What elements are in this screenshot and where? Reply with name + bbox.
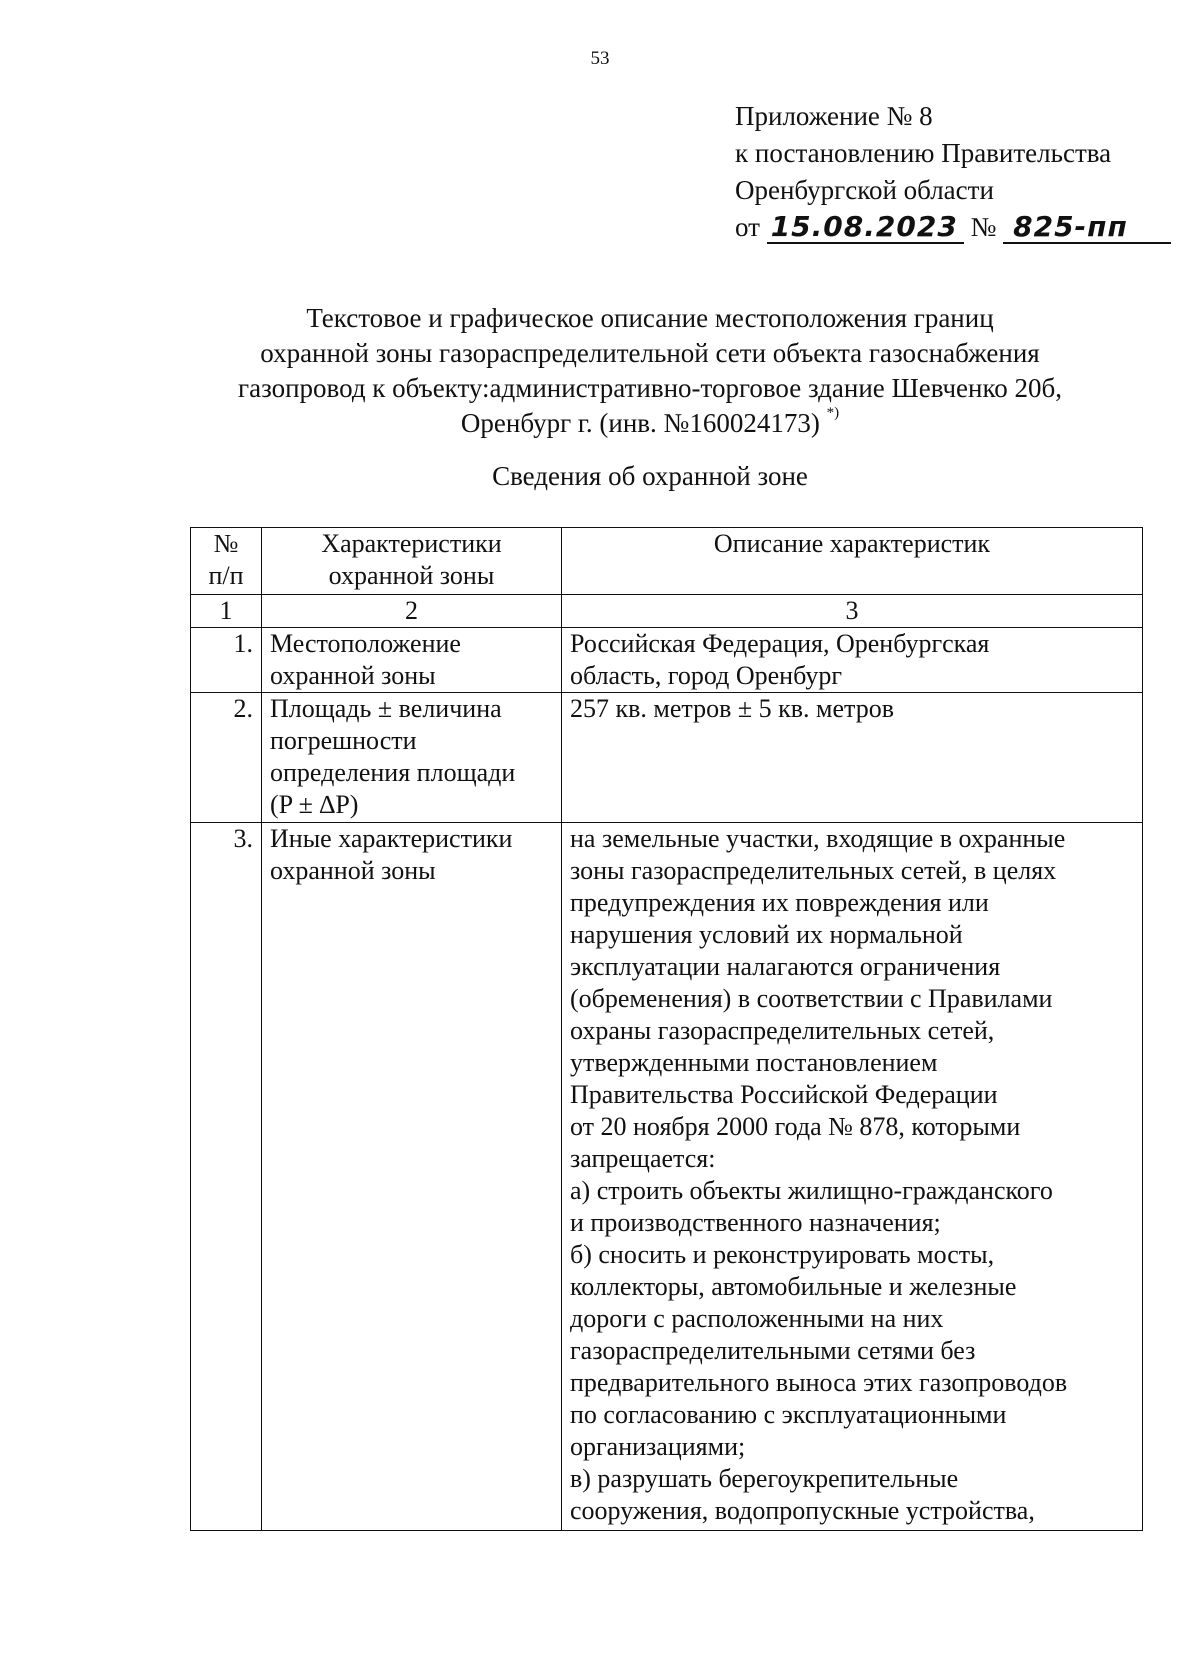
index-cell: 2 [262,595,562,628]
text-line: газораспределительными сетями без [570,1336,976,1365]
footnote-mark: *) [826,405,840,421]
text-line: погрешности [270,726,417,755]
row-characteristic [262,823,562,1531]
appendix-from-prefix: от [735,212,760,242]
appendix-title: Приложение № 8 [735,101,933,131]
text-line: по согласованию с эксплуатационными [570,1400,1007,1429]
row-number: 1. [191,628,262,693]
appendix-number-sign: № [970,212,997,242]
text-line: охранной зоны [270,856,436,885]
row-number: 2. [191,693,262,823]
header-number-abbrev: п/п [208,561,244,590]
row-description [562,823,1143,1531]
text-line: (P ± ∆P) [270,790,359,819]
table-header-row [191,528,1143,595]
row-number: 3. [191,823,262,1531]
text-line: сооружения, водопропускные устройства, [570,1496,1035,1525]
text-line: определения площади [270,758,516,787]
appendix-date-number-line [735,209,1171,246]
row-description [562,628,1143,693]
row-characteristic [262,628,562,693]
text-line: организациями; [570,1432,746,1461]
text-line: (обременения) в соответствии с Правилами [570,984,1053,1013]
text-line: Иные характеристики [270,824,513,853]
table-row [191,628,1143,693]
text-line: Площадь ± величина [270,694,502,723]
text-line: предварительного выноса этих газопроводов [570,1368,1068,1397]
text-line: от 20 ноября 2000 года № 878, которыми [570,1112,1021,1141]
table-index-row [191,595,1143,628]
header-number-cell [191,528,262,595]
header-characteristics-line: Характеристики [321,529,502,558]
text-line: утвержденными постановлением [570,1048,938,1077]
text-line: область, город Оренбург [570,661,842,690]
index-cell: 3 [562,595,1143,628]
text-line: а) строить объекты жилищно-гражданского [570,1176,1053,1205]
text-line: эксплуатации налагаются ограничения [570,952,1001,981]
text-line: в) разрушать берегоукрепительные [570,1464,959,1493]
text-line: предупреждения их повреждения или [570,888,989,917]
document-title [0,301,1200,441]
index-cell: 1 [191,595,262,628]
table-row [191,693,1143,823]
text-line: б) сносить и реконструировать мосты, [570,1240,995,1269]
title-line [0,406,1200,441]
title-line-text: Оренбург г. (инв. №160024173) [460,408,820,438]
table-row [191,823,1143,1531]
section-subtitle: Сведения об охранной зоне [492,461,808,491]
text-line: нарушения условий их нормальной [570,920,963,949]
header-description-cell: Описание характеристик [562,528,1143,595]
text-line: на земельные участки, входящие в охранные [570,824,1066,853]
protection-zone-table [190,527,1143,1531]
title-line: газопровод к объекту:административно-торговое здание Шевченко 20б, [238,373,1062,403]
handwritten-number: 825-пп [1003,212,1171,244]
header-number-sign: № [213,529,239,558]
handwritten-date: 15.08.2023 [767,212,964,244]
text-line: охраны газораспределительных сетей, [570,1016,995,1045]
title-line: охранной зоны газораспределительной сети объекта газоснабжения [260,338,1040,368]
text-line: коллекторы, автомобильные и железные [570,1272,1017,1301]
title-line: Текстовое и графическое описание местоположения границ [306,303,994,333]
text-line: и производственного назначения; [570,1208,941,1237]
text-line: Местоположение [270,629,461,658]
page-number: 53 [590,48,610,69]
header-characteristics-cell [262,528,562,595]
header-characteristics-line: охранной зоны [328,561,495,590]
text-line: запрещается: [570,1144,716,1173]
row-characteristic [262,693,562,823]
text-line: Российская Федерация, Оренбургская [570,629,990,658]
row-description [562,693,1143,823]
text-line: дороги с расположенными на них [570,1304,944,1333]
text-line: зоны газораспределительных сетей, в целях [570,856,1057,885]
text-line: охранной зоны [270,661,436,690]
text-line: 257 кв. метров ± 5 кв. метров [570,694,894,723]
appendix-resolution-line: к постановлению Правительства [735,138,1112,168]
appendix-block [735,98,1171,246]
text-line: Правительства Российской Федерации [570,1080,998,1109]
appendix-region-line: Оренбургской области [735,175,994,205]
